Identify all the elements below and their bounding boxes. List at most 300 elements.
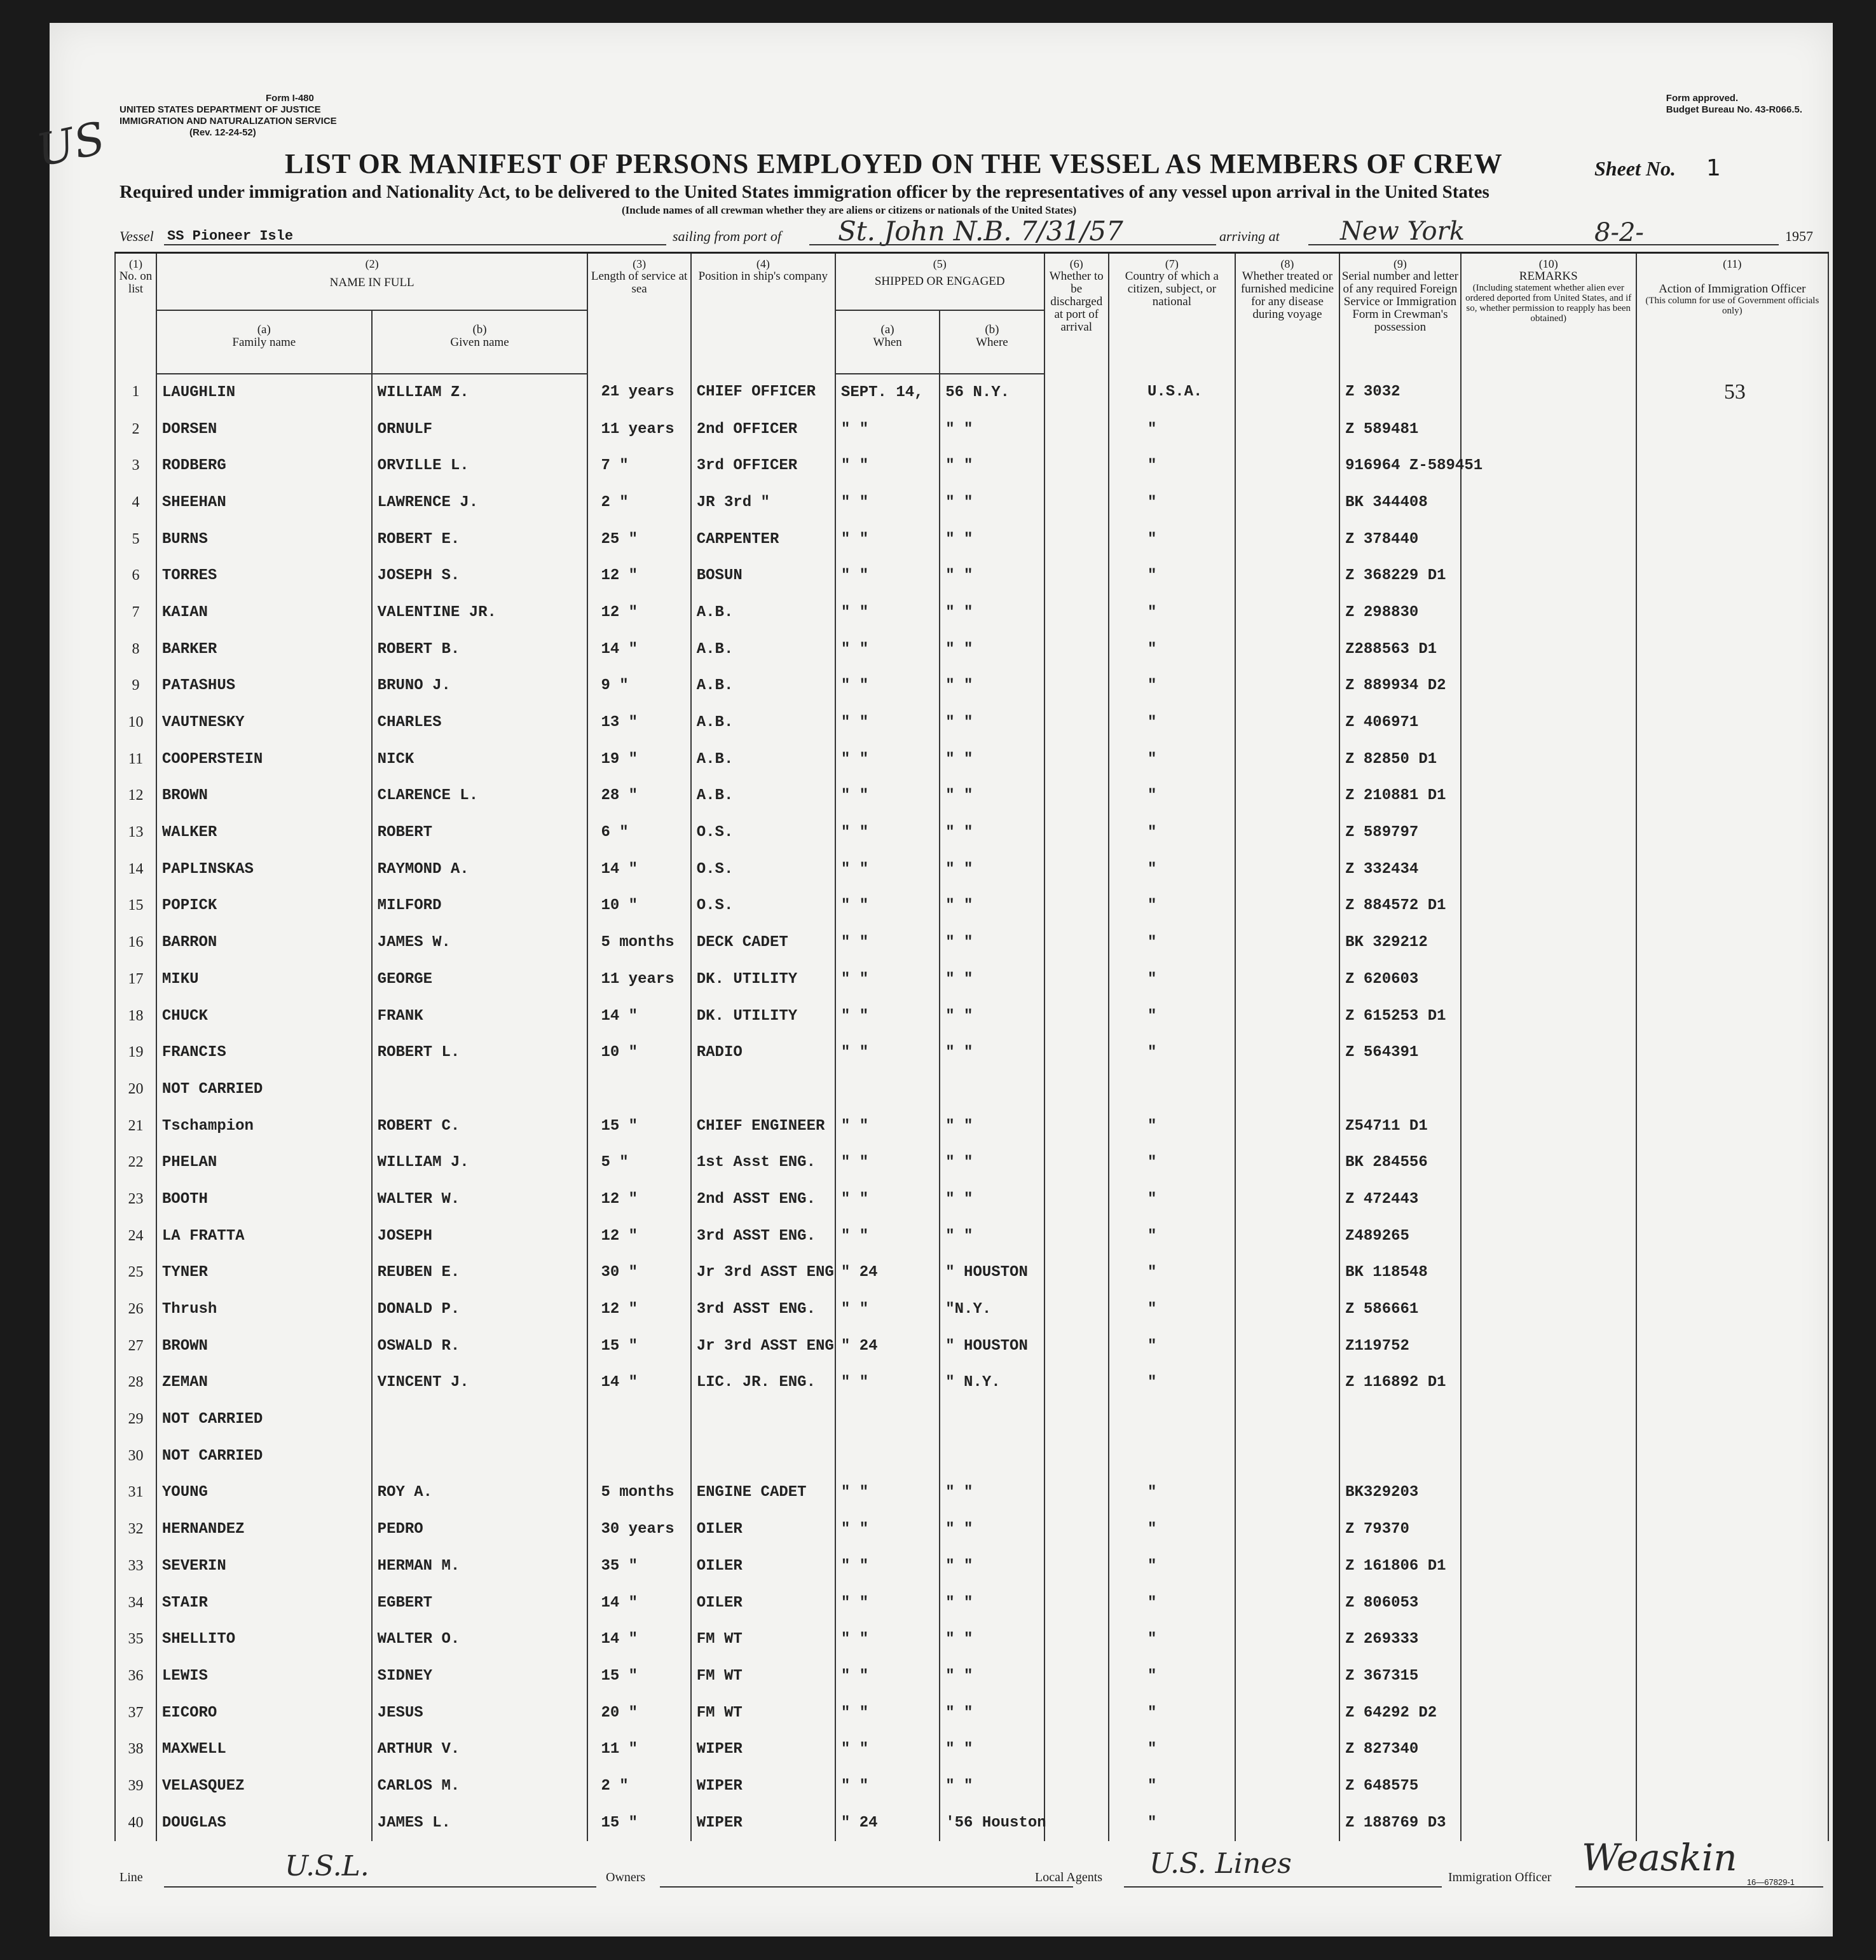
length-of-service-cell: 30 " [587,1254,690,1291]
list-number-cell: 25 [115,1254,156,1291]
immigration-action-cell [1636,1034,1828,1071]
serial-number-cell: Z 827340 [1339,1731,1461,1768]
serial-number-cell: Z 589797 [1339,814,1461,851]
family-name-cell: NOT CARRIED [156,1437,372,1474]
position-cell: O.S. [691,887,835,924]
remarks-cell [1461,1548,1636,1585]
table-row [115,1291,1828,1328]
position-cell: 2nd OFFICER [691,411,835,448]
immigration-action-cell [1636,704,1828,741]
inclusion-note: (Include names of all crewman whether they are aliens or citizens or nationals of the United States) [622,204,1077,216]
medicine-cell [1235,1768,1339,1805]
list-number-cell: 30 [115,1437,156,1474]
table-row [115,1364,1828,1401]
immigration-action-cell [1636,1511,1828,1548]
shipped-where-cell: " " [940,741,1044,778]
shipped-when-cell: SEPT. 14, [835,374,940,411]
immigration-action-cell [1636,448,1828,484]
discharged-cell [1044,374,1109,411]
remarks-cell [1461,1511,1636,1548]
list-number-cell: 16 [115,924,156,961]
discharged-cell [1044,521,1109,558]
remarks-cell [1461,594,1636,631]
family-name-cell: STAIR [156,1584,372,1621]
shipped-when-cell: " " [835,1511,940,1548]
header-name-in-full: (2) NAME IN FULL [156,253,588,310]
discharged-cell [1044,1694,1109,1731]
medicine-cell [1235,1291,1339,1328]
medicine-cell [1235,1511,1339,1548]
header-serial-number: (9) Serial number and letter of any required Foreign Service or Immigration Form in Crewman's possession [1339,253,1461,374]
table-row [115,1217,1828,1254]
family-name-cell: PATASHUS [156,668,372,704]
family-name-cell: DORSEN [156,411,372,448]
immigration-action-cell [1636,997,1828,1034]
remarks-cell [1461,411,1636,448]
medicine-cell [1235,1034,1339,1071]
discharged-cell [1044,558,1109,594]
given-name-cell: OSWALD R. [372,1327,588,1364]
list-number-cell: 8 [115,631,156,668]
shipped-when-cell: " 24 [835,1804,940,1841]
medicine-cell [1235,1071,1339,1108]
given-name-cell: JAMES W. [372,924,588,961]
country-cell: " [1109,448,1235,484]
medicine-cell [1235,1584,1339,1621]
serial-number-cell: Z489265 [1339,1217,1461,1254]
country-cell: " [1109,778,1235,814]
sheet-number-label: Sheet No. [1594,157,1676,180]
given-name-cell: WILLIAM J. [372,1144,588,1181]
remarks-cell [1461,668,1636,704]
position-cell: ENGINE CADET [691,1474,835,1511]
immigration-action-cell [1636,814,1828,851]
country-cell: " [1109,814,1235,851]
table-row [115,668,1828,704]
header-medicine: (8) Whether treated or furnished medicine for any disease during voyage [1235,253,1339,374]
immigration-action-cell [1636,961,1828,998]
discharged-cell [1044,1804,1109,1841]
medicine-cell [1235,484,1339,521]
table-row [115,374,1828,411]
signature-footer [120,1836,1830,1897]
arrival-year: 1957 [1785,228,1813,244]
list-number-cell: 4 [115,484,156,521]
country-cell: " [1109,741,1235,778]
position-cell: 1st Asst ENG. [691,1144,835,1181]
form-number: Form I-480 [266,93,314,104]
medicine-cell [1235,1694,1339,1731]
list-number-cell: 21 [115,1107,156,1144]
position-cell: JR 3rd " [691,484,835,521]
table-row [115,521,1828,558]
list-number-cell: 28 [115,1364,156,1401]
serial-number-cell: Z 332434 [1339,851,1461,887]
list-number-cell: 29 [115,1401,156,1438]
country-cell: " [1109,924,1235,961]
shipped-where-cell: " " [940,1511,1044,1548]
table-row [115,631,1828,668]
position-cell: CHIEF ENGINEER [691,1107,835,1144]
length-of-service-cell: 7 " [587,448,690,484]
discharged-cell [1044,448,1109,484]
family-name-cell: BURNS [156,521,372,558]
serial-number-cell: BK 284556 [1339,1144,1461,1181]
position-cell: RADIO [691,1034,835,1071]
table-row [115,741,1828,778]
arriving-label: arriving at [1219,228,1280,244]
shipped-where-cell: " " [940,1584,1044,1621]
table-row [115,1327,1828,1364]
shipped-where-cell: " " [940,411,1044,448]
remarks-cell [1461,704,1636,741]
medicine-cell [1235,1804,1339,1841]
serial-number-cell: Z 378440 [1339,521,1461,558]
immigration-action-cell [1636,1364,1828,1401]
serial-number-cell: Z 161806 D1 [1339,1548,1461,1585]
position-cell: O.S. [691,851,835,887]
serial-number-cell: Z 210881 D1 [1339,778,1461,814]
list-number-cell: 34 [115,1584,156,1621]
shipped-where-cell: " " [940,1217,1044,1254]
serial-number-cell: Z 472443 [1339,1181,1461,1218]
country-cell: " [1109,1804,1235,1841]
family-name-cell: NOT CARRIED [156,1071,372,1108]
crew-manifest-table [114,252,1829,1841]
remarks-cell [1461,484,1636,521]
family-name-cell: TYNER [156,1254,372,1291]
list-number-cell: 13 [115,814,156,851]
shipped-when-cell: " " [835,1731,940,1768]
length-of-service-cell: 15 " [587,1658,690,1695]
position-cell: OILER [691,1548,835,1585]
discharged-cell [1044,1768,1109,1805]
header-length-of-service: (3) Length of service at sea [587,253,690,374]
shipped-when-cell: " " [835,997,940,1034]
discharged-cell [1044,851,1109,887]
country-cell: " [1109,1364,1235,1401]
table-row [115,1254,1828,1291]
medicine-cell [1235,668,1339,704]
list-number-cell: 22 [115,1144,156,1181]
shipped-where-cell: " " [940,1034,1044,1071]
family-name-cell: LEWIS [156,1658,372,1695]
remarks-cell [1461,1217,1636,1254]
discharged-cell [1044,741,1109,778]
length-of-service-cell: 12 " [587,1181,690,1218]
given-name-cell: JESUS [372,1694,588,1731]
immigration-action-cell [1636,778,1828,814]
line-label: Line [120,1870,143,1884]
position-cell: CHIEF OFFICER [691,374,835,411]
table-row [115,1621,1828,1658]
shipped-where-cell: '56 Houston [940,1804,1044,1841]
serial-number-cell: Z 3032 [1339,374,1461,411]
immigration-action-cell [1636,1107,1828,1144]
medicine-cell [1235,1144,1339,1181]
shipped-where-cell: 56 N.Y. [940,374,1044,411]
table-row [115,997,1828,1034]
list-number-cell: 33 [115,1548,156,1585]
family-name-cell: BROWN [156,778,372,814]
table-row [115,704,1828,741]
list-number-cell: 36 [115,1658,156,1695]
shipped-when-cell: " " [835,1107,940,1144]
shipped-where-cell: " " [940,1694,1044,1731]
shipped-where-cell: " " [940,997,1044,1034]
country-cell: " [1109,1144,1235,1181]
medicine-cell [1235,997,1339,1034]
shipped-when-cell: " " [835,411,940,448]
medicine-cell [1235,374,1339,411]
serial-number-cell: Z119752 [1339,1327,1461,1364]
position-cell: WIPER [691,1768,835,1805]
given-name-cell: ROY A. [372,1474,588,1511]
length-of-service-cell: 2 " [587,484,690,521]
shipped-when-cell: " " [835,668,940,704]
family-name-cell: WALKER [156,814,372,851]
list-number-cell: 15 [115,887,156,924]
medicine-cell [1235,521,1339,558]
serial-number-cell: Z288563 D1 [1339,631,1461,668]
shipped-when-cell: " " [835,1364,940,1401]
serial-number-cell: 916964 Z-589451 [1339,448,1461,484]
family-name-cell: SHELLITO [156,1621,372,1658]
given-name-cell: ROBERT B. [372,631,588,668]
length-of-service-cell: 13 " [587,704,690,741]
corner-handwritten-mark: US [32,111,110,177]
remarks-cell [1461,851,1636,887]
immigration-action-cell [1636,741,1828,778]
medicine-cell [1235,411,1339,448]
table-row [115,558,1828,594]
immigration-action-cell [1636,1548,1828,1585]
family-name-cell: DOUGLAS [156,1804,372,1841]
serial-number-cell: Z 806053 [1339,1584,1461,1621]
remarks-cell [1461,1731,1636,1768]
remarks-cell [1461,887,1636,924]
serial-number-cell: Z 82850 D1 [1339,741,1461,778]
length-of-service-cell [587,1071,690,1108]
shipped-where-cell: " " [940,1658,1044,1695]
immigration-action-cell [1636,1327,1828,1364]
list-number-cell: 18 [115,997,156,1034]
country-cell: " [1109,521,1235,558]
length-of-service-cell: 14 " [587,1584,690,1621]
remarks-cell [1461,1144,1636,1181]
length-of-service-cell: 12 " [587,1217,690,1254]
country-cell: " [1109,1291,1235,1328]
country-cell: " [1109,1217,1235,1254]
family-name-cell: SHEEHAN [156,484,372,521]
shipped-where-cell: " " [940,1731,1044,1768]
table-row [115,1694,1828,1731]
table-row [115,1034,1828,1071]
serial-number-cell: Z 615253 D1 [1339,997,1461,1034]
given-name-cell: CLARENCE L. [372,778,588,814]
shipped-when-cell: " " [835,704,940,741]
table-row [115,411,1828,448]
country-cell: " [1109,1474,1235,1511]
table-row [115,1731,1828,1768]
position-cell: BOSUN [691,558,835,594]
remarks-cell [1461,924,1636,961]
position-cell: 3rd ASST ENG. [691,1291,835,1328]
shipped-where-cell: " " [940,924,1044,961]
position-cell: A.B. [691,594,835,631]
family-name-cell: CHUCK [156,997,372,1034]
immigration-officer-signature: Weaskin [1582,1836,1737,1879]
table-row [115,1474,1828,1511]
country-cell: " [1109,851,1235,887]
immigration-action-cell [1636,1144,1828,1181]
serial-number-cell: BK 118548 [1339,1254,1461,1291]
immigration-action-cell [1636,668,1828,704]
shipped-where-cell: " N.Y. [940,1364,1044,1401]
given-name-cell: SIDNEY [372,1658,588,1695]
header-remarks: (10) REMARKS (Including statement whether alien ever ordered deported from United States, and if so, whether permission to reapply has been obtained) [1461,253,1636,374]
shipped-where-cell: " " [940,558,1044,594]
country-cell [1109,1401,1235,1438]
list-number-cell: 3 [115,448,156,484]
medicine-cell [1235,1327,1339,1364]
family-name-cell: LA FRATTA [156,1217,372,1254]
given-name-cell: CARLOS M. [372,1768,588,1805]
discharged-cell [1044,961,1109,998]
local-agents-signature: U.S. Lines [1149,1847,1292,1880]
document-subtitle: Required under immigration and Nationality Act, to be delivered to the United States immigration officer by the representatives of any vessel upon arrival in the United States [120,182,1489,202]
medicine-cell [1235,1181,1339,1218]
shipped-where-cell: "N.Y. [940,1291,1044,1328]
sailing-label: sailing from port of [673,228,781,244]
shipped-when-cell [835,1071,940,1108]
remarks-cell [1461,1364,1636,1401]
table-row [115,1144,1828,1181]
remarks-cell [1461,1584,1636,1621]
family-name-cell: MAXWELL [156,1731,372,1768]
country-cell: " [1109,1107,1235,1144]
discharged-cell [1044,1144,1109,1181]
family-name-cell: HERNANDEZ [156,1511,372,1548]
immigration-action-cell [1636,558,1828,594]
serial-number-cell: Z 188769 D3 [1339,1804,1461,1841]
immigration-action-cell [1636,1658,1828,1695]
shipped-when-cell: " " [835,1034,940,1071]
shipped-where-cell: " " [940,961,1044,998]
shipped-where-cell: " " [940,778,1044,814]
list-number-cell: 23 [115,1181,156,1218]
immigration-action-cell [1636,851,1828,887]
immigration-action-cell [1636,411,1828,448]
list-number-cell: 7 [115,594,156,631]
given-name-cell: MILFORD [372,887,588,924]
shipped-when-cell: " " [835,1658,940,1695]
discharged-cell [1044,1327,1109,1364]
table-row [115,1437,1828,1474]
medicine-cell [1235,594,1339,631]
print-code: 16—67829-1 [1746,1877,1795,1887]
medicine-cell [1235,1364,1339,1401]
table-row [115,1768,1828,1805]
given-name-cell: ROBERT C. [372,1107,588,1144]
list-number-cell: 11 [115,741,156,778]
table-row [115,1511,1828,1548]
discharged-cell [1044,1291,1109,1328]
sailing-port: St. John N.B. 7/31/57 [838,216,1123,247]
length-of-service-cell: 12 " [587,594,690,631]
list-number-cell: 12 [115,778,156,814]
table-row [115,448,1828,484]
given-name-cell: WALTER O. [372,1621,588,1658]
header-position: (4) Position in ship's company [691,253,835,374]
remarks-cell [1461,1768,1636,1805]
given-name-cell: JAMES L. [372,1804,588,1841]
form-approval [1666,93,1802,116]
family-name-cell: COOPERSTEIN [156,741,372,778]
given-name-cell: ROBERT L. [372,1034,588,1071]
shipped-when-cell: " " [835,887,940,924]
country-cell: " [1109,668,1235,704]
discharged-cell [1044,1474,1109,1511]
country-cell: " [1109,484,1235,521]
header-given-name: (b) Given name [372,310,588,374]
medicine-cell [1235,887,1339,924]
document-title: LIST OR MANIFEST OF PERSONS EMPLOYED ON THE VESSEL AS MEMBERS OF CREW [285,148,1503,179]
shipped-when-cell: " " [835,558,940,594]
medicine-cell [1235,961,1339,998]
length-of-service-cell: 15 " [587,1327,690,1364]
shipped-when-cell: " 24 [835,1327,940,1364]
serial-number-cell: Z 298830 [1339,594,1461,631]
length-of-service-cell: 5 months [587,924,690,961]
shipped-where-cell: " " [940,1181,1044,1218]
medicine-cell [1235,558,1339,594]
country-cell: " [1109,1034,1235,1071]
serial-number-cell: Z 368229 D1 [1339,558,1461,594]
immigration-action-cell [1636,1731,1828,1768]
serial-number-cell: Z 586661 [1339,1291,1461,1328]
country-cell: " [1109,1327,1235,1364]
remarks-cell [1461,1254,1636,1291]
discharged-cell [1044,1364,1109,1401]
discharged-cell [1044,1254,1109,1291]
family-name-cell: BOOTH [156,1181,372,1218]
shipped-when-cell: " " [835,521,940,558]
shipped-when-cell: " " [835,484,940,521]
family-name-cell: BROWN [156,1327,372,1364]
remarks-cell [1461,1474,1636,1511]
given-name-cell: WALTER W. [372,1181,588,1218]
immigration-action-cell [1636,1437,1828,1474]
list-number-cell: 31 [115,1474,156,1511]
arrival-date: 8-2- [1594,218,1644,247]
remarks-cell [1461,374,1636,411]
country-cell: " [1109,1548,1235,1585]
list-number-cell: 40 [115,1804,156,1841]
country-cell: " [1109,1658,1235,1695]
length-of-service-cell: 2 " [587,1768,690,1805]
country-cell [1109,1437,1235,1474]
remarks-cell [1461,1694,1636,1731]
immigration-action-cell [1636,1694,1828,1731]
medicine-cell [1235,631,1339,668]
family-name-cell: FRANCIS [156,1034,372,1071]
list-number-cell: 5 [115,521,156,558]
form-identifier [120,93,337,139]
remarks-cell [1461,1071,1636,1108]
list-number-cell: 17 [115,961,156,998]
given-name-cell: EGBERT [372,1584,588,1621]
